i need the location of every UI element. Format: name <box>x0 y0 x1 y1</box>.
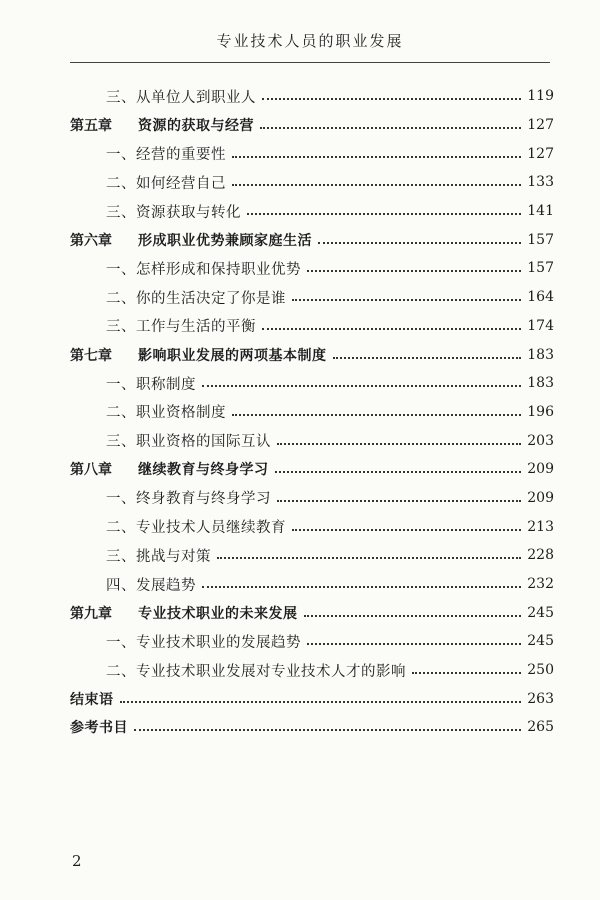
dot-leader <box>232 182 521 186</box>
entry-title: 二、如何经营自己 <box>106 175 226 192</box>
entry-page-number: 213 <box>527 518 554 535</box>
entry-page-number: 141 <box>527 203 554 220</box>
toc-section-entry[interactable] <box>70 398 554 427</box>
entry-page-number: 127 <box>527 145 554 162</box>
dot-leader <box>292 297 521 301</box>
toc-section-entry[interactable] <box>70 627 554 656</box>
toc-section-entry[interactable] <box>70 541 554 570</box>
toc-section-entry[interactable] <box>70 254 554 283</box>
entry-page-number: 263 <box>527 690 554 707</box>
dot-leader <box>202 584 521 588</box>
chapter-number: 第七章 <box>70 347 112 364</box>
toc-chapter-entry[interactable] <box>70 225 554 254</box>
dot-leader <box>217 555 521 559</box>
entry-title: 四、发展趋势 <box>106 577 196 594</box>
toc-chapter-entry[interactable] <box>70 598 554 627</box>
header-rule <box>70 62 550 63</box>
entry-title: 三、工作与生活的平衡 <box>106 319 256 336</box>
entry-title: 参考书目 <box>70 720 128 737</box>
dot-leader <box>304 613 522 617</box>
chapter-number: 第五章 <box>70 118 112 135</box>
entry-page-number: 265 <box>527 719 554 736</box>
toc-chapter-entry[interactable] <box>70 340 554 369</box>
toc-section-entry[interactable] <box>70 656 554 685</box>
entry-title: 一、专业技术职业的发展趋势 <box>106 634 301 651</box>
entry-title: 一、终身教育与终身学习 <box>106 491 271 508</box>
entry-title: 一、职称制度 <box>106 376 196 393</box>
entry-title: 继续教育与终身学习 <box>138 462 269 479</box>
entry-title: 三、职业资格的国际互认 <box>106 434 271 451</box>
entry-page-number: 209 <box>527 489 554 506</box>
entry-page-number: 245 <box>527 633 554 650</box>
dot-leader <box>307 268 521 272</box>
entry-title: 二、职业资格制度 <box>106 405 226 422</box>
entry-title: 三、挑战与对策 <box>106 548 211 565</box>
dot-leader <box>318 240 521 244</box>
entry-page-number: 228 <box>527 547 554 564</box>
dot-leader <box>275 469 522 473</box>
toc-section-entry[interactable] <box>70 82 554 111</box>
toc-section-entry[interactable] <box>70 168 554 197</box>
dot-leader <box>262 326 521 330</box>
dot-leader <box>232 154 521 158</box>
entry-page-number: 196 <box>527 403 554 420</box>
dot-leader <box>307 641 521 645</box>
entry-page-number: 232 <box>527 576 554 593</box>
dot-leader <box>260 125 521 129</box>
entry-page-number: 157 <box>527 260 554 277</box>
toc-section-entry[interactable] <box>70 426 554 455</box>
entry-title: 三、资源获取与转化 <box>106 204 241 221</box>
entry-title: 二、你的生活决定了你是谁 <box>106 290 286 307</box>
entry-page-number: 250 <box>527 662 554 679</box>
entry-title: 一、怎样形成和保持职业优势 <box>106 261 301 278</box>
dot-leader <box>120 699 522 703</box>
running-header: 专业技术人员的职业发展 <box>216 32 404 50</box>
entry-page-number: 174 <box>527 317 554 334</box>
dot-leader <box>262 96 521 100</box>
toc-section-entry[interactable] <box>70 369 554 398</box>
toc-chapter-entry[interactable] <box>70 455 554 484</box>
entry-page-number: 133 <box>527 174 554 191</box>
dot-leader <box>232 412 521 416</box>
entry-title: 结束语 <box>70 691 114 708</box>
toc-section-entry[interactable] <box>70 512 554 541</box>
dot-leader <box>333 355 522 359</box>
toc-section-entry[interactable] <box>70 197 554 226</box>
entry-page-number: 183 <box>527 375 554 392</box>
toc-chapter-entry[interactable] <box>70 713 554 742</box>
entry-title: 三、从单位人到职业人 <box>106 89 256 106</box>
entry-title: 二、专业技术职业发展对专业技术人才的影响 <box>106 663 406 680</box>
toc-section-entry[interactable] <box>70 484 554 513</box>
dot-leader <box>277 498 521 502</box>
dot-leader <box>134 727 521 731</box>
entry-title: 形成职业优势兼顾家庭生活 <box>138 232 312 249</box>
dot-leader <box>202 383 521 387</box>
entry-page-number: 157 <box>527 231 554 248</box>
entry-page-number: 203 <box>527 432 554 449</box>
entry-page-number: 245 <box>527 604 554 621</box>
entry-page-number: 127 <box>527 117 554 134</box>
toc-section-entry[interactable] <box>70 283 554 312</box>
toc-chapter-entry[interactable] <box>70 111 554 140</box>
chapter-number: 第八章 <box>70 462 112 479</box>
entry-page-number: 209 <box>527 461 554 478</box>
entry-title: 资源的获取与经营 <box>138 118 254 135</box>
entry-title: 一、经营的重要性 <box>106 147 226 164</box>
entry-title: 二、专业技术人员继续教育 <box>106 520 286 537</box>
entry-title: 影响职业发展的两项基本制度 <box>138 347 327 364</box>
toc-section-entry[interactable] <box>70 570 554 599</box>
dot-leader <box>247 211 521 215</box>
toc-section-entry[interactable] <box>70 139 554 168</box>
dot-leader <box>412 670 521 674</box>
page-number: 2 <box>72 852 82 870</box>
toc-section-entry[interactable] <box>70 312 554 341</box>
dot-leader <box>277 441 521 445</box>
table-of-contents <box>70 82 554 742</box>
entry-page-number: 119 <box>527 88 554 105</box>
entry-title: 专业技术职业的未来发展 <box>138 605 298 622</box>
toc-chapter-entry[interactable] <box>70 684 554 713</box>
chapter-number: 第六章 <box>70 232 112 249</box>
entry-page-number: 164 <box>527 289 554 306</box>
chapter-number: 第九章 <box>70 605 112 622</box>
dot-leader <box>292 527 521 531</box>
entry-page-number: 183 <box>527 346 554 363</box>
